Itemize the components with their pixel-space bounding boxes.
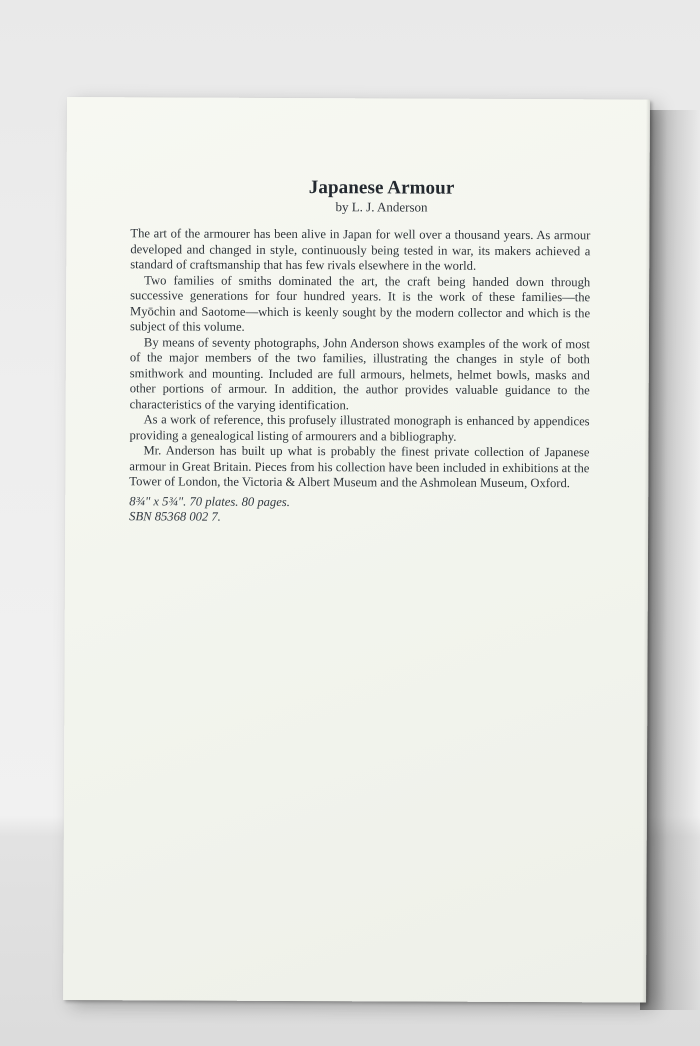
book-dimensions: 8¾" x 5¾". 70 plates. 80 pages.	[129, 493, 290, 509]
blurb-paragraph: By means of seventy photographs, John Anderson shows examples of the work of most of the major members of the two families, illustrating the changes in style of both smithwork and mounting. Included are full armours, helmets, helmet bowls, masks and other portions of armour. In addition, the author provides valuable guidance to the characteristics of the varying identification.	[129, 334, 590, 412]
blurb-paragraph: As a work of reference, this profusely illustrated monograph is enhanced by appendices providing a genealogical listing of armourers and a bibliography.	[129, 412, 590, 444]
book-title: Japanese Armour	[308, 177, 455, 199]
book-back-cover	[63, 97, 650, 1003]
blurb-paragraph: Two families of smiths dominated the art, the craft being handed down through successive generations for four hundred years. It is the work of these families—the Myōchin and Saotome—which is keenly sought by the modern collector and which is the subject of this volume.	[129, 272, 591, 334]
book-author: by L. J. Anderson	[335, 199, 428, 215]
blurb-text-block	[129, 176, 591, 527]
book-specs	[129, 494, 589, 527]
blurb-paragraph: Mr. Anderson has built up what is probably the finest private collection of Japanese armour in Great Britain. Pieces from his collection have been included in exhibitions at the Tower of London, the Victoria & Albert Museum and the Ashmolean Museum, Oxford.	[129, 443, 590, 491]
book-sbn: SBN 85368 002 7.	[129, 509, 221, 524]
blurb-paragraph: The art of the armourer has been alive in Japan for well over a thousand years. As armour developed and changed in style, continuously being tested in war, its makers achieved a standard of craftsmanship that has few rivals elsewhere in the world.	[130, 226, 591, 273]
